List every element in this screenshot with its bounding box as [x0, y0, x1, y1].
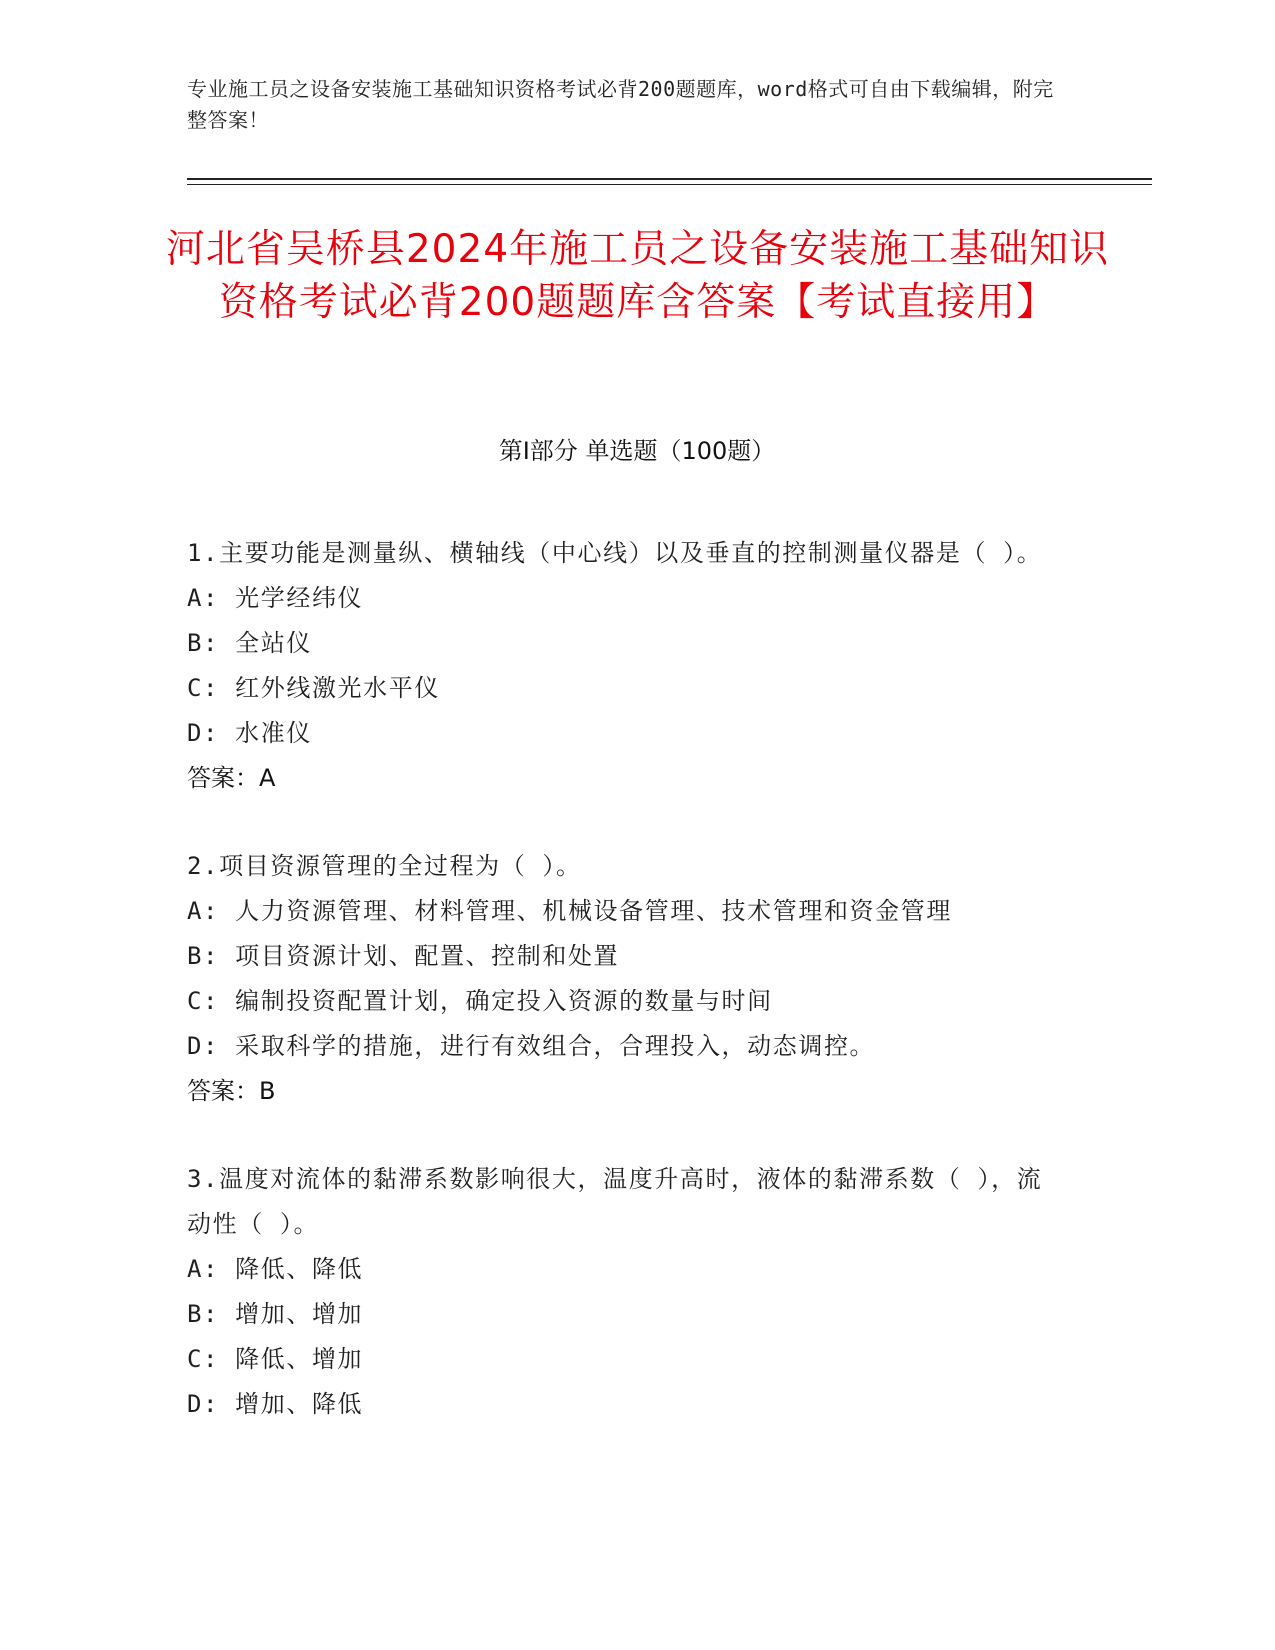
- option-a: A: 光学经纬仪: [187, 584, 364, 612]
- header-rule-thin: [187, 184, 1152, 185]
- question-2: [187, 844, 1067, 1114]
- question-1: [187, 531, 1067, 801]
- option-c: C: 红外线激光水平仪: [187, 674, 440, 702]
- answer-line: 答案：A: [187, 764, 276, 792]
- option-a: A: 降低、降低: [187, 1255, 364, 1283]
- question-list: [187, 531, 1067, 1470]
- question-stem: 1.主要功能是测量纵、横轴线（中心线）以及垂直的控制测量仪器是（ ）。: [187, 539, 1043, 567]
- option-c: C: 编制投资配置计划，确定投入资源的数量与时间: [187, 987, 773, 1015]
- option-d: D: 水准仪: [187, 719, 312, 747]
- option-c: C: 降低、增加: [187, 1345, 364, 1373]
- header-rule-thick: [187, 178, 1152, 180]
- question-stem: 3.温度对流体的黏滞系数影响很大，温度升高时，液体的黏滞系数（ ），流动性（ ）。: [187, 1165, 1043, 1238]
- document-title: 河北省吴桥县2024年施工员之设备安装施工基础知识资格考试必背200题题库含答案【考试直接用】: [165, 227, 1110, 325]
- option-b: B: 项目资源计划、配置、控制和处置: [187, 942, 620, 970]
- option-b: B: 全站仪: [187, 629, 312, 657]
- question-3: [187, 1157, 1067, 1427]
- header-note: 专业施工员之设备安装施工基础知识资格考试必背200题题库，word格式可自由下载编辑，附完整答案！: [187, 77, 1054, 132]
- option-b: B: 增加、增加: [187, 1300, 364, 1328]
- option-d: D: 采取科学的措施，进行有效组合，合理投入，动态调控。: [187, 1032, 876, 1060]
- question-stem: 2.项目资源管理的全过程为（ ）。: [187, 852, 582, 880]
- section-heading: 第I部分 单选题（100题）: [498, 437, 776, 465]
- answer-line: 答案：B: [187, 1077, 276, 1105]
- option-d: D: 增加、降低: [187, 1390, 364, 1418]
- option-a: A: 人力资源管理、材料管理、机械设备管理、技术管理和资金管理: [187, 897, 952, 925]
